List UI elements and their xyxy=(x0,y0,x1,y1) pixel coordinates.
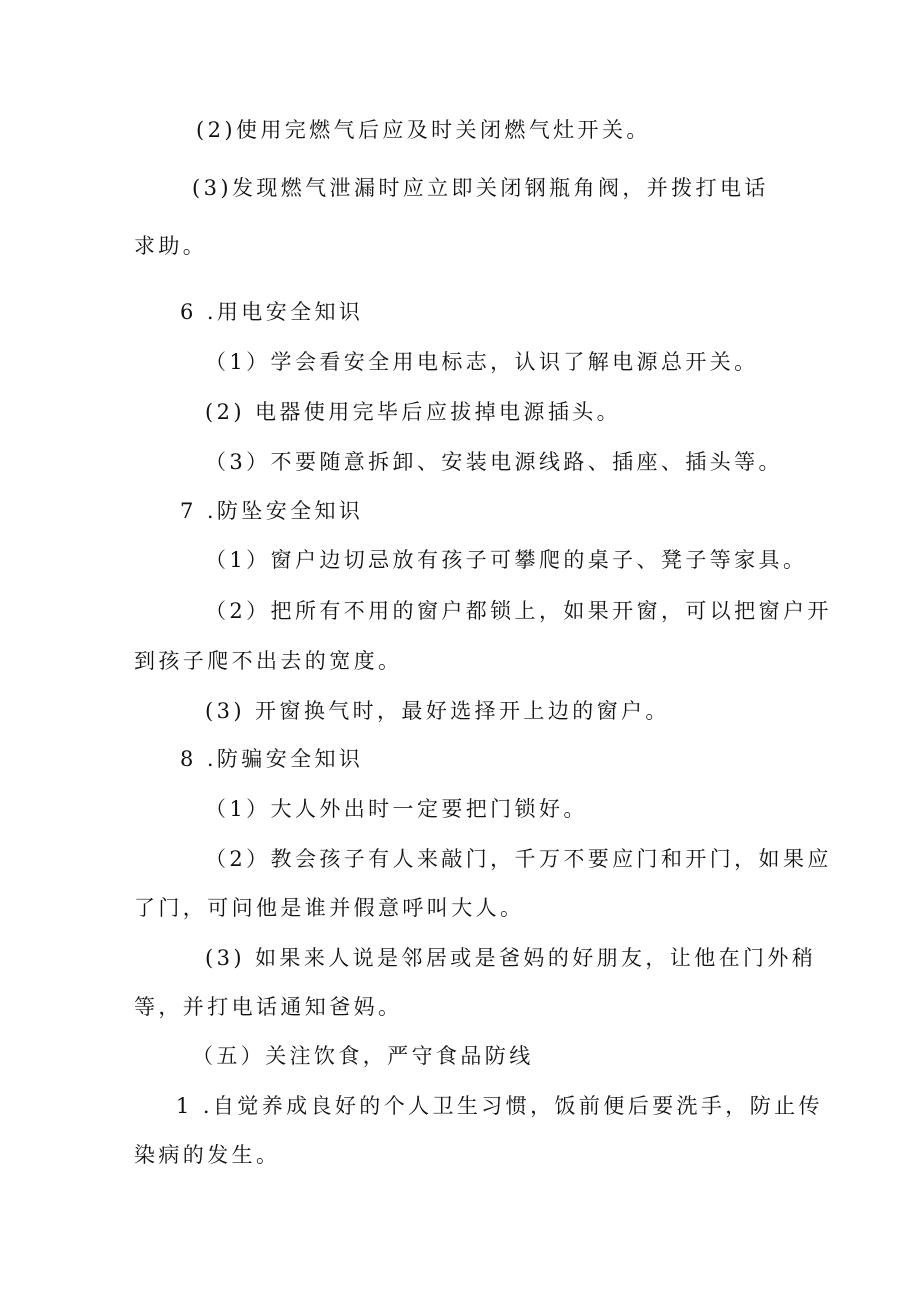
text-line: 了门，可问他是谁并假意呼叫大人。 xyxy=(134,896,525,920)
text-line: 求助。 xyxy=(134,234,208,258)
text-line: 等，并打电话通知爸妈。 xyxy=(134,995,403,1019)
text-line: (3) 如果来人说是邻居或是爸妈的好朋友，让他在门外稍 xyxy=(205,946,817,970)
text-line: (2) 电器使用完毕后应拔掉电源插头。 xyxy=(205,400,622,424)
section-heading: 6 .用电安全知识 xyxy=(180,300,364,324)
text-line: （1）学会看安全用电标志，认识了解电源总开关。 xyxy=(205,350,759,374)
text-line: （1）大人外出时一定要把门锁好。 xyxy=(205,797,588,821)
text-line: (2)使用完燃气后应及时关闭燃气灶开关。 xyxy=(196,118,651,142)
section-heading: （五）关注饮食，严守食品防线 xyxy=(192,1044,534,1068)
text-line: （2）把所有不用的窗户都锁上，如果开窗，可以把窗户开 xyxy=(205,599,832,623)
section-heading: 8 .防骗安全知识 xyxy=(180,747,364,771)
text-line: （2）教会孩子有人来敲门，千万不要应门和开门，如果应 xyxy=(205,847,832,871)
text-line: （1）窗户边切忌放有孩子可攀爬的桌子、凳子等家具。 xyxy=(205,548,808,572)
text-line: (3)发现燃气泄漏时应立即关闭钢瓶角阀，并拨打电话 xyxy=(192,176,769,200)
text-line: 染病的发生。 xyxy=(134,1143,281,1167)
text-line: 1 .自觉养成良好的个人卫生习惯，饭前便后要洗手，防止传 xyxy=(176,1094,823,1118)
text-line: 到孩子爬不出去的宽度。 xyxy=(134,649,403,673)
section-heading: 7 .防坠安全知识 xyxy=(180,499,364,523)
text-line: （3）不要随意拆卸、安装电源线路、插座、插头等。 xyxy=(205,450,783,474)
text-line: (3) 开窗换气时，最好选择开上边的窗户。 xyxy=(205,699,670,723)
